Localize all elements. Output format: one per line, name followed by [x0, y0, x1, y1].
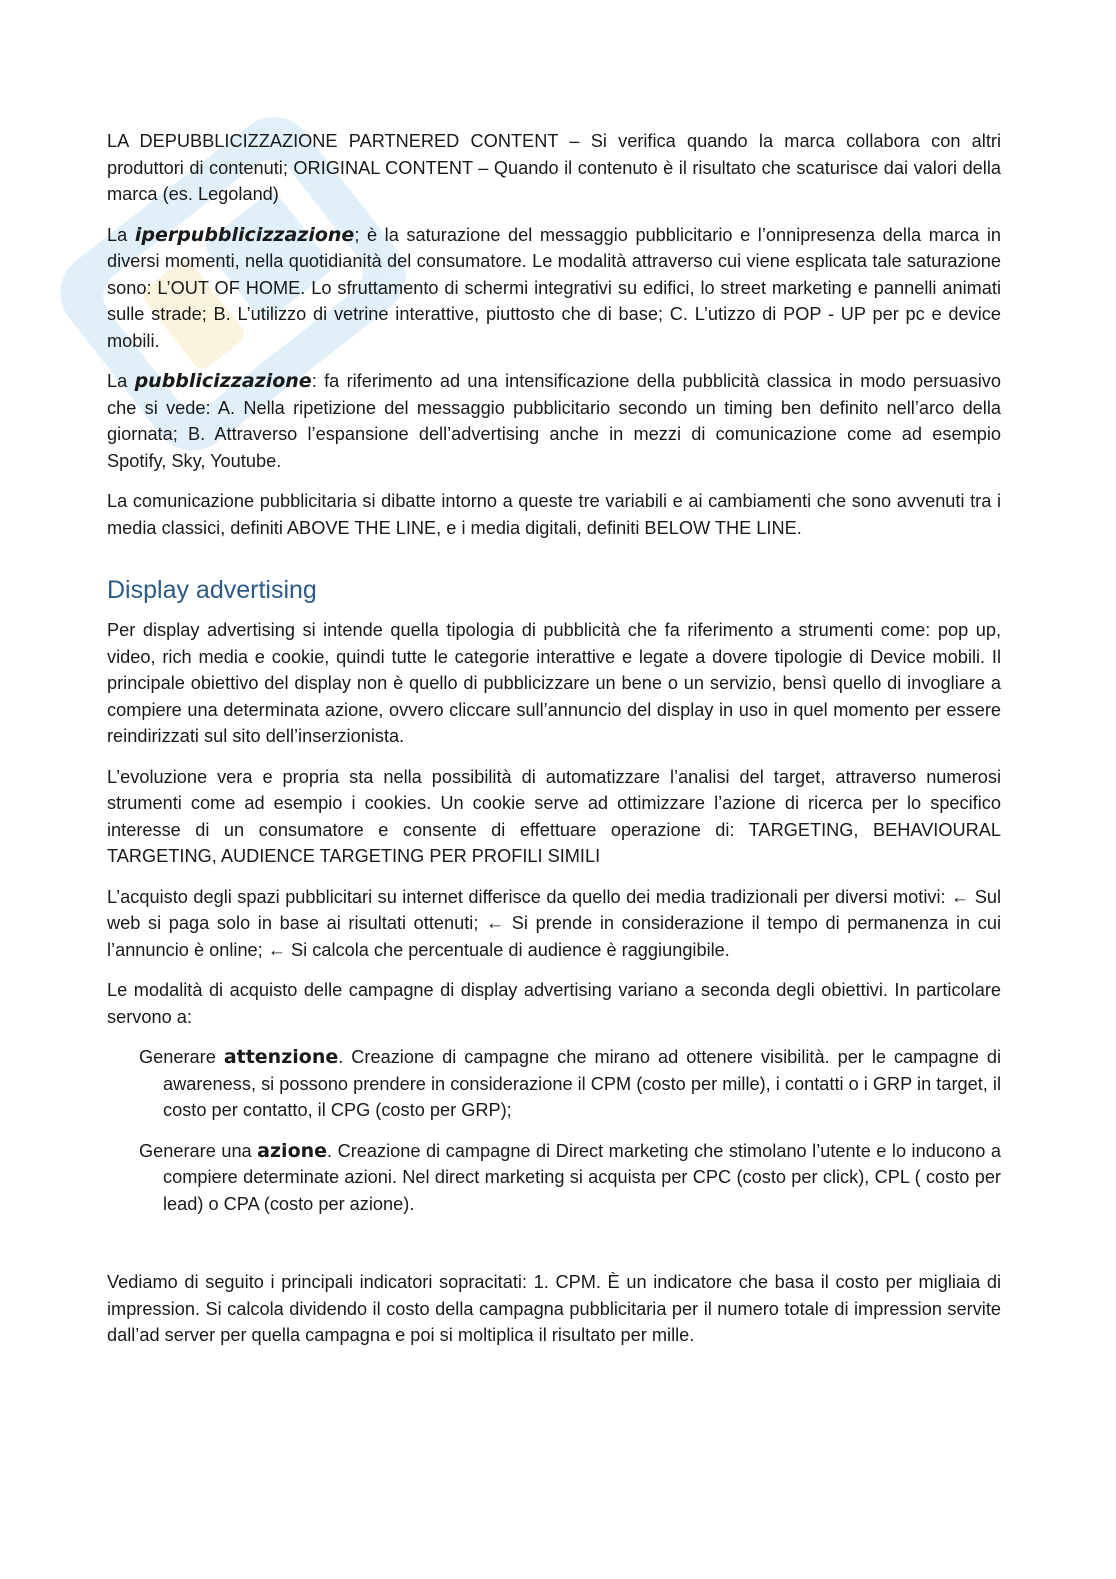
document-page [107, 128, 1001, 1363]
term-pubblicizzazione: pubblicizzazione [134, 370, 312, 392]
term-iperpubblicizzazione: iperpubblicizzazione [134, 223, 355, 246]
term-azione: azione [257, 1139, 328, 1162]
section-heading: Display advertising [107, 576, 317, 604]
term-attenzione: attenzione [223, 1046, 339, 1068]
paragraph-indicatori: Vediamo di seguito i principali indicatori sopracitati: 1. CPM. È un indicatore che basa il costo per migliaia di impression. Si calcola dividendo il costo della campagna pubblicitaria per il numero totale di impression servite dall’ad server per quella campagna e poi si moltiplica il risultato per mille. [107, 1272, 1001, 1345]
paragraph-comunicazione: La comunicazione pubblicitaria si dibatte intorno a queste tre variabili e ai cambiamenti che sono avvenuti tra i media classici, definiti ABOVE THE LINE, e i media digitali, definiti BELOW THE LINE. [107, 491, 1001, 538]
paragraph-display-definition: Per display advertising si intende quella tipologia di pubblicità che fa riferimento a strumenti come: pop up, video, rich media e cookie, quindi tutte le categorie interattive e legate a dovere tipologie di Device mobili. Il principale obiettivo del display non è quello di pubblicizzare un bene o un servizio, bensì quello di invogliare a compiere una determinata azione, ovvero cliccare sull’annuncio del display in uso in quel momento per essere reindirizzati sul sito dell’inserzionista. [107, 620, 1001, 746]
paragraph-iperpubblicizzazione: La iperpubblicizzazione; è la saturazione del messaggio pubblicitario e l’onnipresenza della marca in diversi momenti, nella quotidianità del consumatore. Le modalità attraverso cui viene esplicata tale saturazione sono: L’OUT OF HOME. Lo sfruttamento di schermi integrativi su edifici, lo street marketing e pannelli animati sulle strade; B. L’utilizzo di vetrine interattive, piuttosto che di base; C. L’utizzo di POP - UP per pc e device mobili. [107, 223, 1001, 351]
list-item-attenzione: Generare attenzione. Creazione di campagne che mirano ad ottenere visibilità. per le campagne di awareness, si possono prendere in considerazione il CPM (costo per mille), i contatti o i GRP in target, il costo per contatto, il CPG (costo per GRP); [139, 1046, 1002, 1120]
list-item-azione: Generare una azione. Creazione di campagne di Direct marketing che stimolano l’utente e lo inducono a compiere determinate azioni. Nel direct marketing si acquista per CPC (costo per click), CPL ( costo per lead) o CPA (costo per azione). [139, 1139, 1001, 1214]
objectives-list [139, 1044, 1001, 1217]
paragraph-depubblicizzazione: LA DEPUBBLICIZZAZIONE PARTNERED CONTENT – Si verifica quando la marca collabora con altri produttori di contenuti; ORIGINAL CONTENT – Quando il contenuto è il risultato che scaturisce dai valori della marca (es. Legoland) [107, 131, 1001, 204]
paragraph-pubblicizzazione: La pubblicizzazione: fa riferimento ad una intensificazione della pubblicità classica in modo persuasivo che si vede: A. Nella ripetizione del messaggio pubblicitario secondo un timing ben definito nell’arco della giornata; B. Attraverso l’espansione dell’advertising anche in mezzi di comunicazione come ad esempio Spotify, Sky, Youtube. [107, 370, 1001, 471]
paragraph-evoluzione: L’evoluzione vera e propria sta nella possibilità di automatizzare l’analisi del target, attraverso numerosi strumenti come ad esempio i cookies. Un cookie serve ad ottimizzare l’azione di ricerca per lo specifico interesse di un consumatore e consente di effettuare operazione di: TARGETING, BEHAVIOURAL TARGETING, AUDIENCE TARGETING PER PROFILI SIMILI [107, 766, 1001, 866]
paragraph-modalita: Le modalità di acquisto delle campagne di display advertising variano a seconda degli obiettivi. In particolare servono a: [107, 980, 1001, 1027]
paragraph-acquisto: L’acquisto degli spazi pubblicitari su internet differisce da quello dei media tradizionali per diversi motivi: ← Sul web si paga solo in base ai risultati ottenuti; ← Si prende in considerazione il tempo di permanenza in cui l’annuncio è online; ← Si calcola che percentuale di audience è raggiungibile. [107, 886, 1001, 960]
